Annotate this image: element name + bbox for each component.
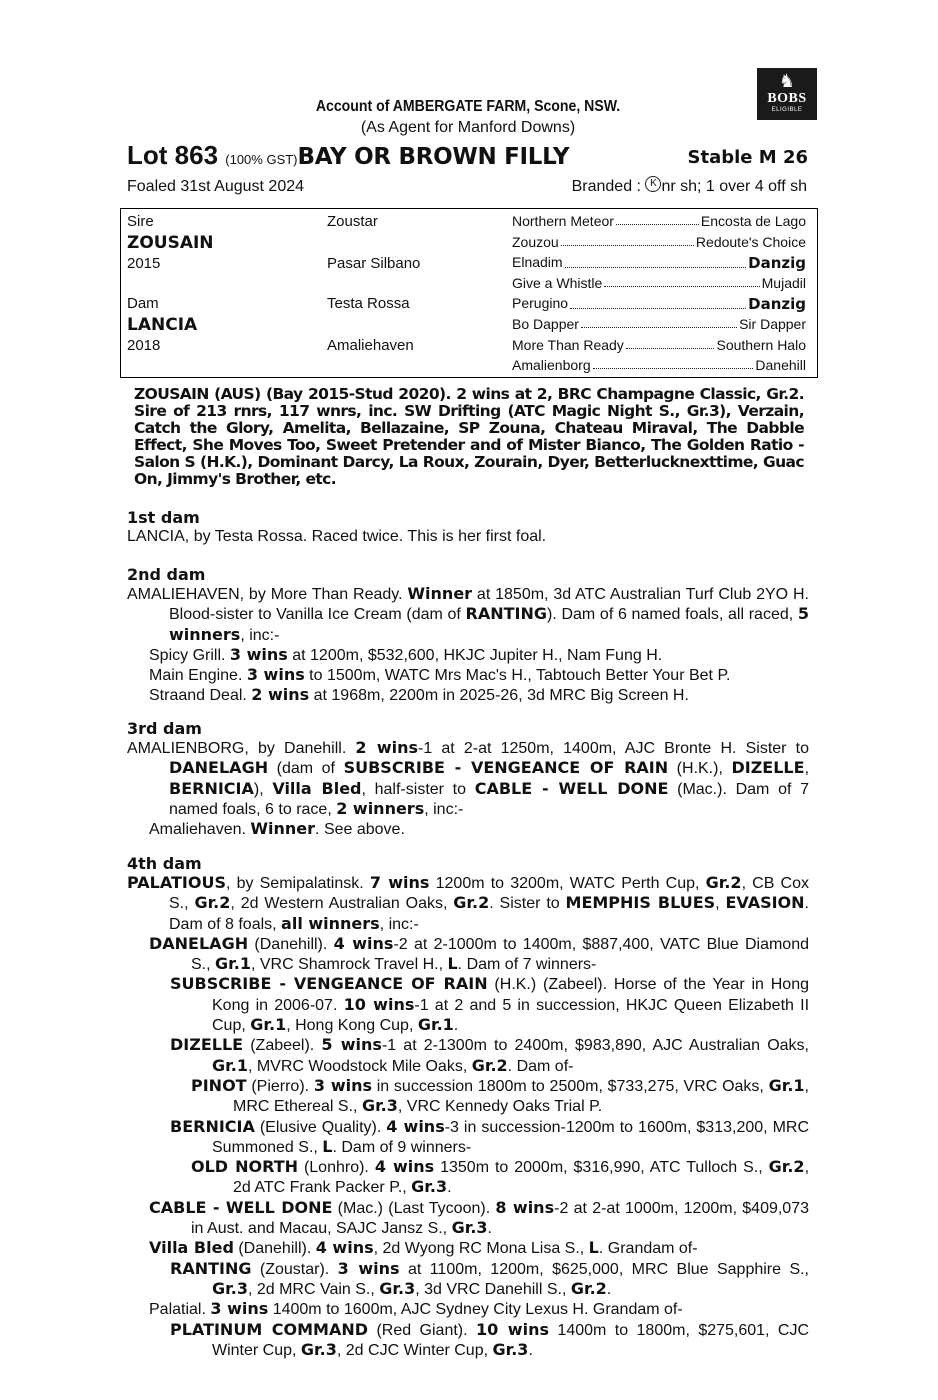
bold-text: DIZELLE <box>731 758 805 778</box>
pedigree-sire: Redoute's Choice <box>695 233 806 250</box>
second-dam-section <box>127 565 809 706</box>
entry-text: , CB Cox S., <box>169 875 810 913</box>
bold-text: 7 wins <box>369 873 430 892</box>
bold-text: 4 wins <box>333 933 394 953</box>
leader-dots <box>604 275 759 287</box>
entry-text: ), <box>253 780 273 798</box>
bold-text: DIZELLE <box>170 1035 244 1055</box>
entry-text: . <box>528 1341 533 1359</box>
bold-text: Gr.1 <box>768 1075 805 1095</box>
entry-text: (Pierro). <box>246 1077 314 1095</box>
dam-year: 2018 <box>127 337 161 354</box>
bold-text: L <box>588 1238 599 1258</box>
sire-year: 2015 <box>127 255 161 272</box>
bold-text: 8 wins <box>495 1197 555 1217</box>
bold-text: PLATINUM COMMAND <box>170 1319 369 1339</box>
entry-text: (Mac.) (Last Tycoon). <box>332 1199 496 1217</box>
entry-text: , <box>804 760 810 778</box>
bold-text: L <box>447 954 458 974</box>
entry-text: , inc:- <box>379 915 419 933</box>
logo-subtext: ELIGIBLE <box>771 107 803 113</box>
family-entry <box>127 665 809 685</box>
entry-text: (Zabeel). <box>243 1037 322 1055</box>
pedigree-horse: Northern Meteor <box>512 213 614 229</box>
bold-text: Gr.3 <box>361 1096 398 1116</box>
entry-text: , 2d Wyong RC Mona Lisa S., <box>373 1240 589 1258</box>
bold-text: 5 wins <box>321 1035 382 1055</box>
lot-description: BAY OR BROWN FILLY <box>297 144 570 170</box>
entry-text: , 2d ATC Frank Packer P., <box>233 1159 810 1197</box>
entry-text: Main Engine. <box>149 667 247 685</box>
foaled-date: Foaled 31st August 2024 <box>127 178 305 195</box>
bold-text: CABLE - WELL DONE <box>474 778 669 798</box>
entry-text: , 2d MRC Vain S., <box>247 1280 380 1298</box>
entry-text: . Dam of 8 foals, <box>169 895 809 933</box>
gst-note: (100% GST) <box>225 152 298 167</box>
entry-text: ). Dam of 6 named foals, all raced, <box>547 606 798 624</box>
branded-label: Branded : <box>571 178 641 195</box>
bold-text: BERNICIA <box>169 778 254 798</box>
bold-text: Gr.3 <box>212 1278 248 1298</box>
bold-text: 3 wins <box>210 1299 269 1319</box>
entry-text: , Hong Kong Cup, <box>286 1017 418 1035</box>
pedigree-row <box>512 213 806 229</box>
bold-text: Gr.2 <box>194 893 231 913</box>
dam-sire: Testa Rossa <box>327 295 410 312</box>
bold-text: Gr.1 <box>215 954 251 974</box>
entry-text: (Mac.). Dam of 7 named foals, 6 to race, <box>169 780 810 818</box>
bold-text: EVASION <box>725 893 805 913</box>
bold-text: Gr.3 <box>492 1339 529 1359</box>
entry-text: Amaliehaven. <box>149 821 251 839</box>
pedigree-horse: Zouzou <box>512 233 559 250</box>
entry-text: AMALIEHAVEN, by More Than Ready. <box>127 586 408 603</box>
pedigree-sire: Danehill <box>755 357 806 374</box>
bold-text: BERNICIA <box>170 1116 255 1136</box>
entry-text: -1 at 2-1300m to 2400m, $983,890, AJC Australian Oaks, <box>381 1037 809 1055</box>
entry-text: . Dam of- <box>507 1057 574 1075</box>
bold-text: 4 wins <box>315 1238 374 1258</box>
leader-dots <box>626 337 715 349</box>
branded-text: nr sh; 1 over 4 off sh <box>661 178 807 195</box>
brand-symbol: K <box>645 176 661 192</box>
family-entry <box>127 974 809 1035</box>
family-entry <box>127 1035 809 1076</box>
pedigree-sire: Sir Dapper <box>739 316 806 332</box>
bold-text: MEMPHIS BLUES <box>565 893 716 913</box>
bold-text: RANTING <box>170 1258 252 1278</box>
bold-text: 5 winners <box>169 604 810 644</box>
bold-text: DANELAGH <box>169 758 269 778</box>
entry-text: (Danehill). <box>233 1240 316 1258</box>
third-dam-section <box>127 719 809 839</box>
bold-text: PALATIOUS <box>127 873 226 892</box>
pedigree-table <box>120 208 818 378</box>
entry-text: 1200m to 3200m, WATC Perth Cup, <box>429 875 706 892</box>
bold-text: 2 wins <box>355 738 419 757</box>
bold-text: Gr.1 <box>250 1015 287 1035</box>
pedigree-sire: Danzig <box>748 254 806 273</box>
horse-icon: ♞ <box>778 71 796 91</box>
entry-text: 1350m to 2000m, $316,990, ATC Tulloch S., <box>434 1159 769 1177</box>
family-entry <box>127 1238 809 1258</box>
bold-text: Villa Bled <box>272 778 362 798</box>
entry-text: at 1968m, 2200m in 2025-26, 3d MRC Big Screen H. <box>309 687 689 705</box>
first-dam-text: LANCIA, by Testa Rossa. Raced twice. This is her first foal. <box>127 528 547 545</box>
pedigree-sire: Encosta de Lago <box>700 213 806 229</box>
family-entry <box>127 1299 809 1319</box>
entry-text: , VRC Kennedy Oaks Trial P. <box>397 1098 603 1116</box>
family-entry <box>127 685 809 705</box>
entry-text: Palatial. <box>149 1301 211 1319</box>
family-entry <box>127 1076 809 1117</box>
entry-text: -1 at 2 and 5 in succession, HKJC Queen Elizabeth II Cup, <box>212 996 810 1035</box>
entry-text: , inc:- <box>240 626 280 644</box>
bold-text: 10 wins <box>476 1319 549 1339</box>
pedigree-row <box>512 295 806 313</box>
vendor-account: Account of AMBERGATE FARM, Scone, NSW. <box>315 98 621 115</box>
bold-text: 3 wins <box>246 665 305 685</box>
entry-text: , by Semipalatinsk. <box>225 875 370 892</box>
bold-text: 3 wins <box>313 1075 373 1095</box>
entry-text: . See above. <box>315 821 405 839</box>
entry-text: in succession 1800m to 2500m, $733,275, VRC Oaks, <box>372 1077 769 1095</box>
entry-text: at 1200m, $532,600, HKJC Jupiter H., Nam Fung H. <box>287 646 663 664</box>
leader-dots <box>581 316 737 328</box>
pedigree-row <box>512 234 806 250</box>
second-dam-body <box>127 584 809 706</box>
entry-text: Spicy Grill. <box>149 646 230 664</box>
bold-text: Gr.3 <box>379 1278 416 1298</box>
entry-text: AMALIENBORG, by Danehill. <box>127 740 356 757</box>
sire-sire: Zoustar <box>327 213 378 230</box>
family-entry <box>127 645 809 665</box>
family-entry <box>127 1117 809 1158</box>
family-entry <box>127 934 809 975</box>
entry-text: , MRC Ethereal S., <box>233 1077 809 1116</box>
entry-text: at 1850m, 3d ATC Australian Turf Club 2YO H. Blood-sister to Vanilla Ice Cream (dam of <box>169 586 809 624</box>
entry-text: 1400m to 1800m, $275,601, CJC Winter Cup, <box>212 1321 810 1359</box>
third-dam-heading: 3rd dam <box>127 719 202 738</box>
bold-text: DANELAGH <box>149 933 249 953</box>
entry-text: (Red Giant). <box>368 1321 476 1339</box>
entry-text: (Zoustar). <box>251 1260 338 1278</box>
family-entry <box>127 1320 809 1361</box>
leader-dots <box>561 234 694 246</box>
first-dam-heading: 1st dam <box>127 508 200 527</box>
entry-text: , half-sister to <box>361 780 475 798</box>
family-entry <box>127 584 809 645</box>
entry-text: -1 at 2-at 1250m, 1400m, AJC Bronte H. Sister to <box>418 740 809 757</box>
pedigree-horse: Give a Whistle <box>512 274 603 291</box>
entry-text: . <box>453 1017 459 1035</box>
stable-number: Stable M 26 <box>687 147 808 168</box>
entry-text: to 1500m, WATC Mrs Mac's H., Tabtouch Better Your Bet P. <box>304 667 731 685</box>
bold-text: SUBSCRIBE - VENGEANCE OF RAIN <box>343 758 669 778</box>
dam-dam: Amaliehaven <box>327 337 414 354</box>
entry-text: , <box>715 895 726 913</box>
pedigree-row <box>512 357 806 373</box>
entry-text: -2 at 2-at 1000m, 1200m, $409,073 in Aust. and Macau, SAJC Jansz S., <box>191 1199 810 1238</box>
entry-text: -3 in succession-1200m to 1600m, $313,200, MRC Summoned S., <box>212 1118 810 1156</box>
entry-text: , MVRC Woodstock Mile Oaks, <box>247 1057 472 1075</box>
bold-text: Gr.2 <box>768 1157 805 1177</box>
bold-text: Gr.2 <box>471 1055 508 1075</box>
family-entry <box>127 819 809 839</box>
entry-text: -2 at 2-1000m to 1400m, $887,400, VATC Blue Diamond S., <box>191 935 809 974</box>
bold-text: Gr.3 <box>411 1177 448 1197</box>
bold-text: SUBSCRIBE - VENGEANCE OF RAIN <box>170 974 488 994</box>
logo-text: BOBS <box>767 91 807 106</box>
bold-text: all winners <box>281 913 380 933</box>
fourth-dam-body <box>127 873 809 1360</box>
family-entry <box>127 1259 809 1300</box>
entry-text: , inc:- <box>424 800 464 818</box>
entry-text: (H.K.) (Zabeel). Horse of the Year in Hong Kong in 2006-07. <box>212 976 809 1014</box>
leader-dots <box>570 295 746 309</box>
bold-text: Winner <box>250 819 316 839</box>
entry-text: (Elusive Quality). <box>254 1118 387 1136</box>
entry-text: , VRC Shamrock Travel H., <box>250 956 448 974</box>
family-entry <box>127 873 809 934</box>
bold-text: Gr.1 <box>212 1055 248 1075</box>
bold-text: OLD NORTH <box>191 1157 299 1177</box>
pedigree-horse: Amalienborg <box>512 357 591 374</box>
family-entry <box>127 1198 809 1239</box>
family-entry <box>127 1157 809 1198</box>
bold-text: 2 winners <box>336 798 425 818</box>
entry-text: (dam of <box>268 760 344 778</box>
entry-text: , 2d CJC Winter Cup, <box>336 1341 493 1359</box>
sire-label: Sire <box>127 213 154 230</box>
pedigree-sire: Danzig <box>748 295 806 314</box>
lot-heading <box>127 140 569 171</box>
bold-text: Gr.2 <box>453 893 490 913</box>
pedigree-horse: Bo Dapper <box>512 316 579 332</box>
entry-text: . <box>606 1280 612 1298</box>
pedigree-row <box>512 275 806 291</box>
sire-name: ZOUSAIN <box>127 233 214 253</box>
leader-dots <box>616 213 699 225</box>
bold-text: Gr.2 <box>705 873 742 892</box>
first-dam-section <box>127 508 809 546</box>
bold-text: Gr.3 <box>451 1218 488 1238</box>
leader-dots <box>593 357 754 369</box>
bold-text: L <box>322 1136 333 1156</box>
fourth-dam-heading: 4th dam <box>127 854 202 873</box>
bold-text: Gr.2 <box>570 1278 607 1298</box>
bold-text: 4 wins <box>386 1116 445 1136</box>
entry-text: . Dam of 7 winners- <box>457 956 597 974</box>
pedigree-row <box>512 316 806 332</box>
bold-text: RANTING <box>465 604 548 624</box>
bold-text: PINOT <box>191 1075 247 1095</box>
bold-text: 2 wins <box>251 685 310 705</box>
bold-text: Winner <box>407 584 473 603</box>
pedigree-row <box>512 337 806 353</box>
bold-text: 3 wins <box>229 644 288 664</box>
entry-text: (H.K.), <box>668 760 732 778</box>
pedigree-horse: Elnadim <box>512 254 563 271</box>
entry-text: at 1100m, 1200m, $625,000, MRC Blue Sapphire S., <box>399 1260 810 1278</box>
entry-text: (Lonhro). <box>298 1159 375 1177</box>
bold-text: 3 wins <box>337 1258 400 1278</box>
pedigree-row <box>512 254 806 272</box>
leader-dots <box>565 254 747 268</box>
pedigree-sire: Southern Halo <box>716 336 806 353</box>
bold-text: 4 wins <box>374 1157 435 1177</box>
entry-text: . Sister to <box>489 895 566 913</box>
entry-text: . <box>447 1179 452 1197</box>
entry-text: . Dam of 9 winners- <box>332 1138 472 1156</box>
agent-line: (As Agent for Manford Downs) <box>360 119 576 136</box>
entry-text: Straand Deal. <box>149 687 252 705</box>
second-dam-heading: 2nd dam <box>127 565 206 584</box>
third-dam-body <box>127 738 809 839</box>
family-entry <box>127 738 809 819</box>
brand-info <box>572 176 807 196</box>
pedigree-horse: More Than Ready <box>512 336 624 353</box>
entry-text: . Grandam of- <box>598 1240 698 1258</box>
sire-summary: ZOUSAIN (AUS) (Bay 2015-Stud 2020). 2 wins at 2, BRC Champagne Classic, Gr.2. Sire of 213 rnrs, 117 wnrs, inc. SW Drifting (ATC Magic Night S., Gr.3), Verzain, Catch the Glory, Amelita, Bellazaine, SP Zouna, Chateau Miraval, The Dabble Effect, She Moves Too, Sweet Pretender and of Mister Bianco, The Golden Ratio - Salon S (H.K.), Dominant Darcy, La Roux, Zourain, Dyer, Betterlucknexttime, Guac On, Jimmy's Brother, etc. <box>134 385 804 488</box>
entry-text: , 2d Western Australian Oaks, <box>230 895 454 913</box>
sire-dam: Pasar Silbano <box>327 255 421 272</box>
bold-text: Gr.3 <box>300 1339 337 1359</box>
bold-text: Villa Bled <box>149 1238 234 1258</box>
bold-text: CABLE - WELL DONE <box>149 1197 333 1217</box>
pedigree-horse: Perugino <box>512 295 569 312</box>
entry-text: . <box>487 1220 492 1238</box>
lot-number: Lot 863 <box>127 140 219 170</box>
dam-name: LANCIA <box>127 315 198 335</box>
entry-text: , 3d VRC Danehill S., <box>415 1280 571 1298</box>
bold-text: Gr.1 <box>417 1015 454 1035</box>
entry-text: (Danehill). <box>248 935 334 953</box>
bold-text: 10 wins <box>343 994 415 1014</box>
fourth-dam-section <box>127 854 809 1360</box>
dam-label: Dam <box>127 295 159 312</box>
pedigree-sire: Mujadil <box>761 274 806 291</box>
entry-text: 1400m to 1600m, AJC Sydney City Lexus H. Grandam of- <box>268 1301 683 1319</box>
